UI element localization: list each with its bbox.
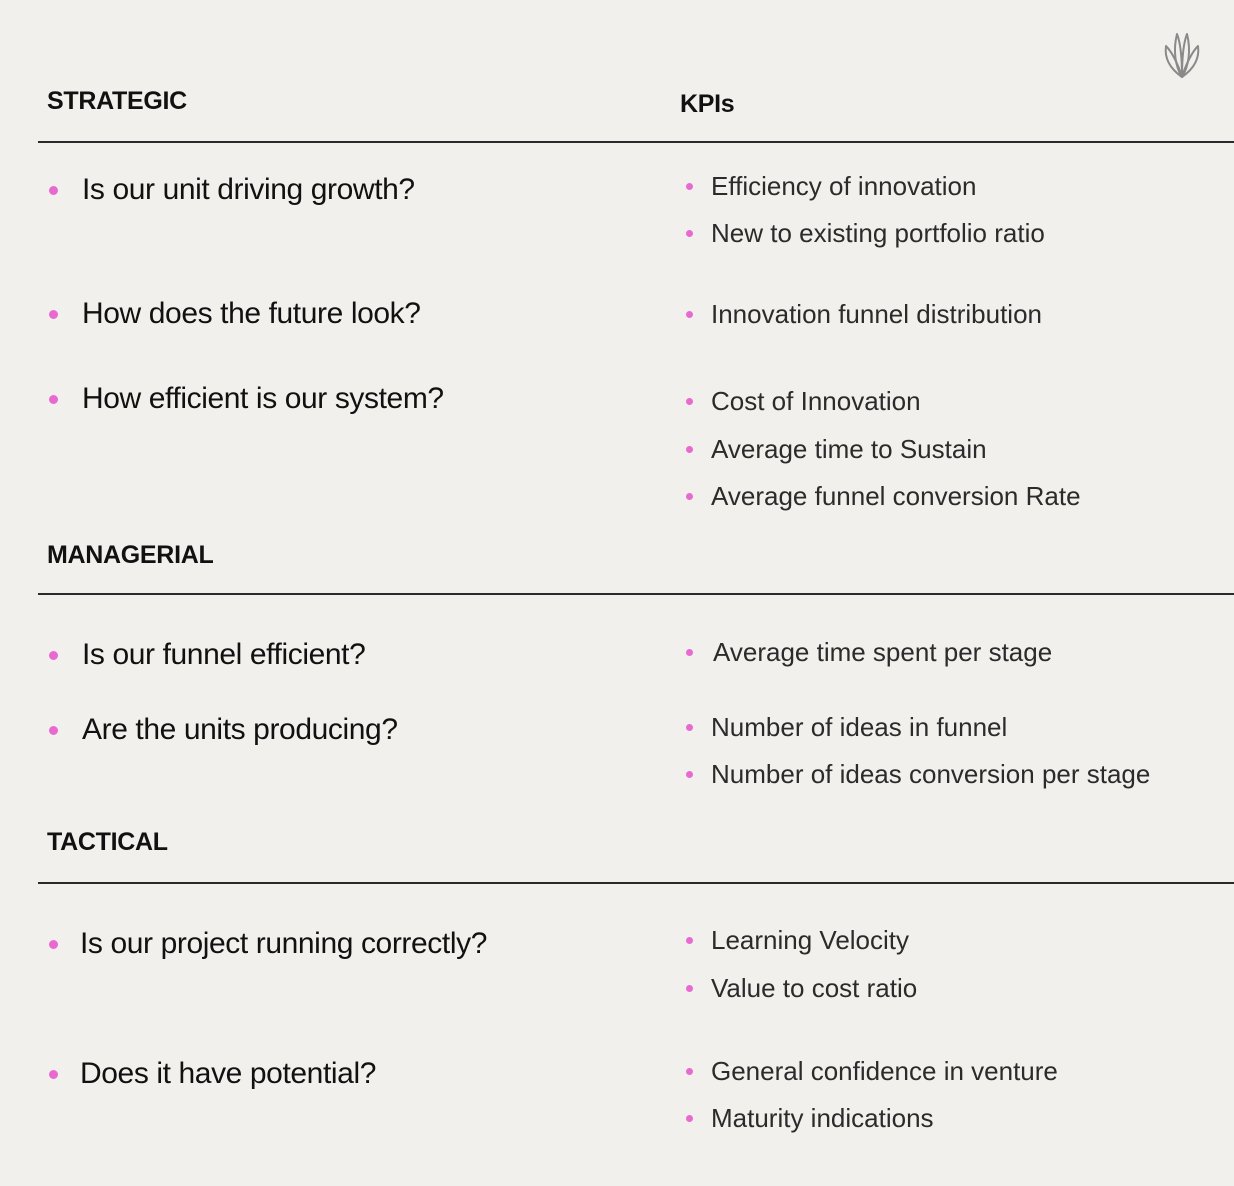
kpi-bullet [686, 446, 693, 453]
kpi-item: Average time to Sustain [711, 434, 987, 464]
section-divider [38, 141, 1234, 143]
kpi-bullet [686, 230, 693, 237]
kpi-bullet [686, 1068, 693, 1075]
kpis-column-header: KPIs [680, 90, 735, 118]
kpi-item: Efficiency of innovation [711, 171, 977, 201]
question-text: How efficient is our system? [82, 382, 444, 415]
section-divider [38, 593, 1234, 595]
kpi-item: Cost of Innovation [711, 386, 921, 416]
section-title-strategic: STRATEGIC [47, 87, 187, 115]
question-bullet [49, 726, 58, 735]
section-title-tactical: TACTICAL [47, 828, 168, 856]
kpi-item: Innovation funnel distribution [711, 299, 1043, 329]
kpi-item: Learning Velocity [711, 925, 910, 955]
section-title-managerial: MANAGERIAL [47, 541, 214, 569]
question-text: Are the units producing? [82, 713, 398, 746]
kpi-bullet [686, 398, 693, 405]
kpi-item: Number of ideas conversion per stage [711, 759, 1151, 789]
question-bullet [49, 651, 58, 660]
section-divider [38, 882, 1234, 884]
kpi-bullet [686, 937, 693, 944]
stylized-petals-logo-icon [1160, 30, 1204, 80]
kpi-item: Maturity indications [711, 1103, 934, 1133]
kpi-bullet [686, 649, 693, 656]
question-bullet [49, 940, 58, 949]
kpi-bullet [686, 311, 693, 318]
question-bullet [49, 310, 58, 319]
question-text: Does it have potential? [80, 1057, 377, 1090]
question-bullet [49, 186, 58, 195]
kpi-bullet [686, 183, 693, 190]
kpi-bullet [686, 771, 693, 778]
question-bullet [49, 1070, 58, 1079]
kpi-item: Average funnel conversion Rate [711, 481, 1081, 511]
kpi-item: New to existing portfolio ratio [711, 218, 1045, 248]
question-bullet [49, 395, 58, 404]
kpi-item: Value to cost ratio [711, 973, 918, 1003]
kpi-bullet [686, 985, 693, 992]
question-text: How does the future look? [82, 297, 421, 330]
kpi-bullet [686, 724, 693, 731]
kpi-item: Number of ideas in funnel [711, 712, 1008, 742]
question-text: Is our project running correctly? [80, 927, 487, 960]
question-text: Is our unit driving growth? [82, 173, 415, 206]
question-text: Is our funnel efficient? [82, 638, 366, 671]
kpi-item: Average time spent per stage [713, 637, 1053, 667]
kpi-item: General confidence in venture [711, 1056, 1058, 1086]
kpi-bullet [686, 493, 693, 500]
kpi-bullet [686, 1115, 693, 1122]
